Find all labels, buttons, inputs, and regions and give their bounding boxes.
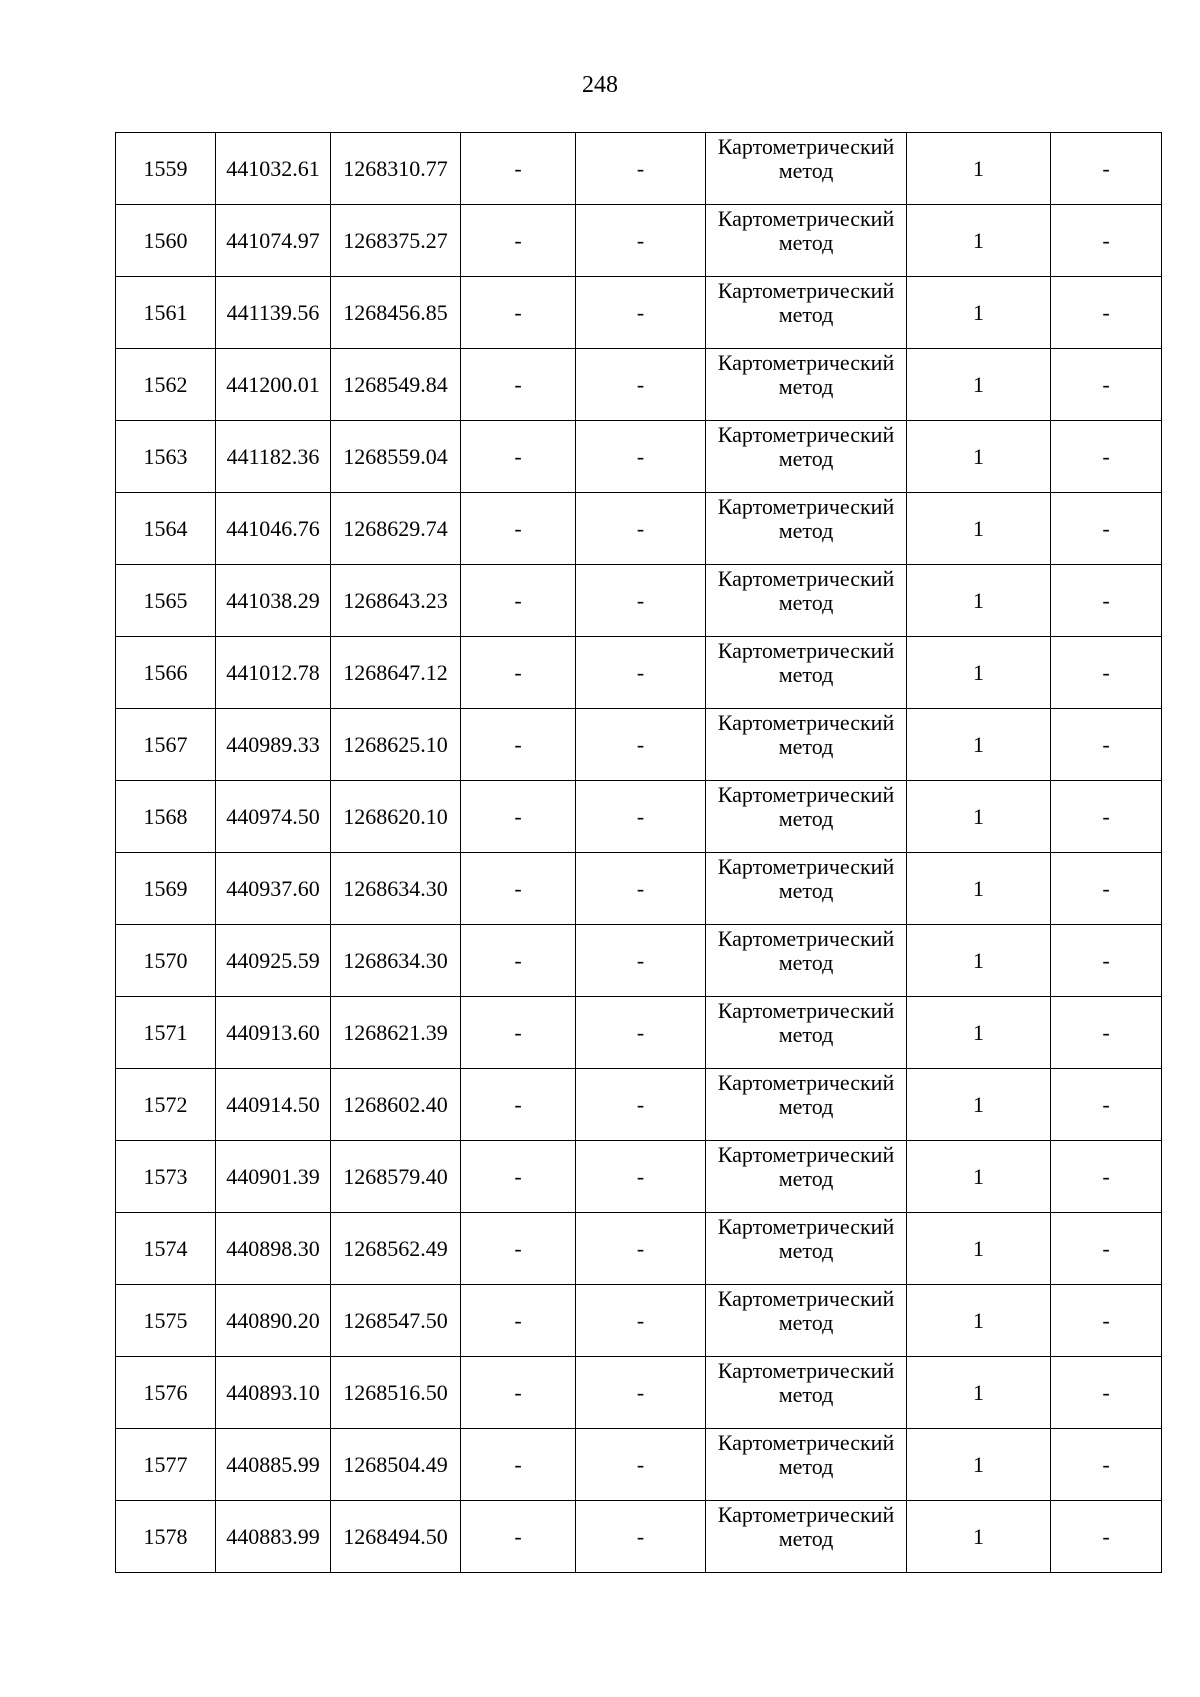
accuracy-cell: 1 <box>907 1213 1051 1285</box>
col4-cell: - <box>461 781 576 853</box>
x-coordinate-cell: 440898.30 <box>216 1213 331 1285</box>
table-row <box>116 637 1162 709</box>
col4-cell: - <box>461 493 576 565</box>
x-coordinate-cell: 441182.36 <box>216 421 331 493</box>
method-line-2: метод <box>778 1526 834 1551</box>
point-number-cell: 1563 <box>116 421 216 493</box>
col4-cell: - <box>461 925 576 997</box>
col9-cell: - <box>1051 493 1162 565</box>
method-cell <box>706 1285 907 1357</box>
col4-cell: - <box>461 1285 576 1357</box>
col4-cell: - <box>461 1069 576 1141</box>
x-coordinate-cell: 441139.56 <box>216 277 331 349</box>
method-line-1: Картометрический <box>717 350 895 375</box>
col4-cell: - <box>461 997 576 1069</box>
col5-cell: - <box>576 997 706 1069</box>
col9-cell: - <box>1051 997 1162 1069</box>
x-coordinate-cell: 441012.78 <box>216 637 331 709</box>
y-coordinate-cell: 1268375.27 <box>331 205 461 277</box>
col9-cell: - <box>1051 1501 1162 1573</box>
method-line-1: Картометрический <box>717 134 895 159</box>
method-cell <box>706 493 907 565</box>
col5-cell: - <box>576 565 706 637</box>
method-line-2: метод <box>778 1238 834 1263</box>
point-number-cell: 1570 <box>116 925 216 997</box>
accuracy-cell: 1 <box>907 1501 1051 1573</box>
method-line-1: Картометрический <box>717 494 895 519</box>
method-line-2: метод <box>778 518 834 543</box>
method-cell <box>706 853 907 925</box>
method-line-2: метод <box>778 1022 834 1047</box>
method-line-2: метод <box>778 1382 834 1407</box>
y-coordinate-cell: 1268634.30 <box>331 925 461 997</box>
accuracy-cell: 1 <box>907 997 1051 1069</box>
accuracy-cell: 1 <box>907 781 1051 853</box>
accuracy-cell: 1 <box>907 1429 1051 1501</box>
method-line-2: метод <box>778 302 834 327</box>
col9-cell: - <box>1051 1357 1162 1429</box>
col5-cell: - <box>576 133 706 205</box>
col4-cell: - <box>461 1213 576 1285</box>
method-line-2: метод <box>778 590 834 615</box>
method-line-2: метод <box>778 662 834 687</box>
point-number-cell: 1576 <box>116 1357 216 1429</box>
col9-cell: - <box>1051 133 1162 205</box>
col5-cell: - <box>576 1501 706 1573</box>
table-row <box>116 781 1162 853</box>
method-line-1: Картометрический <box>717 1358 895 1383</box>
table-row <box>116 925 1162 997</box>
col4-cell: - <box>461 205 576 277</box>
accuracy-cell: 1 <box>907 277 1051 349</box>
point-number-cell: 1561 <box>116 277 216 349</box>
col9-cell: - <box>1051 421 1162 493</box>
col9-cell: - <box>1051 205 1162 277</box>
col9-cell: - <box>1051 1285 1162 1357</box>
y-coordinate-cell: 1268647.12 <box>331 637 461 709</box>
method-line-2: метод <box>778 1310 834 1335</box>
x-coordinate-cell: 440989.33 <box>216 709 331 781</box>
accuracy-cell: 1 <box>907 1069 1051 1141</box>
method-line-1: Картометрический <box>717 1214 895 1239</box>
col5-cell: - <box>576 1141 706 1213</box>
y-coordinate-cell: 1268643.23 <box>331 565 461 637</box>
method-cell <box>706 565 907 637</box>
table-row <box>116 493 1162 565</box>
method-cell <box>706 1141 907 1213</box>
col4-cell: - <box>461 1429 576 1501</box>
point-number-cell: 1578 <box>116 1501 216 1573</box>
col9-cell: - <box>1051 853 1162 925</box>
point-number-cell: 1566 <box>116 637 216 709</box>
col4-cell: - <box>461 565 576 637</box>
accuracy-cell: 1 <box>907 1141 1051 1213</box>
col4-cell: - <box>461 1357 576 1429</box>
col5-cell: - <box>576 1429 706 1501</box>
col9-cell: - <box>1051 925 1162 997</box>
method-cell <box>706 1501 907 1573</box>
accuracy-cell: 1 <box>907 925 1051 997</box>
method-cell <box>706 781 907 853</box>
col9-cell: - <box>1051 349 1162 421</box>
accuracy-cell: 1 <box>907 493 1051 565</box>
method-line-2: метод <box>778 230 834 255</box>
col5-cell: - <box>576 205 706 277</box>
table-row <box>116 853 1162 925</box>
x-coordinate-cell: 440974.50 <box>216 781 331 853</box>
x-coordinate-cell: 441074.97 <box>216 205 331 277</box>
col5-cell: - <box>576 1069 706 1141</box>
point-number-cell: 1569 <box>116 853 216 925</box>
col4-cell: - <box>461 133 576 205</box>
accuracy-cell: 1 <box>907 1285 1051 1357</box>
col9-cell: - <box>1051 1429 1162 1501</box>
x-coordinate-cell: 440893.10 <box>216 1357 331 1429</box>
method-cell <box>706 1069 907 1141</box>
method-line-1: Картометрический <box>717 710 895 735</box>
col4-cell: - <box>461 853 576 925</box>
table-row <box>116 1285 1162 1357</box>
method-cell <box>706 925 907 997</box>
table-row <box>116 1357 1162 1429</box>
col4-cell: - <box>461 277 576 349</box>
table-row <box>116 1213 1162 1285</box>
point-number-cell: 1565 <box>116 565 216 637</box>
method-line-2: метод <box>778 950 834 975</box>
method-line-2: метод <box>778 374 834 399</box>
point-number-cell: 1560 <box>116 205 216 277</box>
y-coordinate-cell: 1268625.10 <box>331 709 461 781</box>
table-row <box>116 349 1162 421</box>
y-coordinate-cell: 1268634.30 <box>331 853 461 925</box>
table-row <box>116 1141 1162 1213</box>
method-line-2: метод <box>778 878 834 903</box>
col9-cell: - <box>1051 1069 1162 1141</box>
col5-cell: - <box>576 493 706 565</box>
accuracy-cell: 1 <box>907 709 1051 781</box>
page-number: 248 <box>582 72 618 98</box>
col4-cell: - <box>461 349 576 421</box>
coordinates-table <box>115 132 1162 1573</box>
x-coordinate-cell: 440937.60 <box>216 853 331 925</box>
col9-cell: - <box>1051 637 1162 709</box>
method-line-2: метод <box>778 1094 834 1119</box>
col5-cell: - <box>576 349 706 421</box>
method-line-2: метод <box>778 806 834 831</box>
y-coordinate-cell: 1268621.39 <box>331 997 461 1069</box>
method-line-1: Картометрический <box>717 1502 895 1527</box>
col5-cell: - <box>576 277 706 349</box>
y-coordinate-cell: 1268504.49 <box>331 1429 461 1501</box>
y-coordinate-cell: 1268494.50 <box>331 1501 461 1573</box>
col5-cell: - <box>576 853 706 925</box>
point-number-cell: 1568 <box>116 781 216 853</box>
table-row <box>116 565 1162 637</box>
method-line-1: Картометрический <box>717 278 895 303</box>
method-cell <box>706 997 907 1069</box>
method-line-2: метод <box>778 1166 834 1191</box>
col4-cell: - <box>461 421 576 493</box>
col5-cell: - <box>576 781 706 853</box>
point-number-cell: 1572 <box>116 1069 216 1141</box>
y-coordinate-cell: 1268310.77 <box>331 133 461 205</box>
method-cell <box>706 133 907 205</box>
method-line-1: Картометрический <box>717 206 895 231</box>
point-number-cell: 1573 <box>116 1141 216 1213</box>
x-coordinate-cell: 441032.61 <box>216 133 331 205</box>
col5-cell: - <box>576 421 706 493</box>
method-cell <box>706 205 907 277</box>
x-coordinate-cell: 441046.76 <box>216 493 331 565</box>
table-row <box>116 421 1162 493</box>
accuracy-cell: 1 <box>907 133 1051 205</box>
method-line-1: Картометрический <box>717 1070 895 1095</box>
method-line-1: Картометрический <box>717 638 895 663</box>
method-line-1: Картометрический <box>717 854 895 879</box>
method-line-1: Картометрический <box>717 926 895 951</box>
method-line-1: Картометрический <box>717 566 895 591</box>
method-line-1: Картометрический <box>717 998 895 1023</box>
method-line-2: метод <box>778 734 834 759</box>
col9-cell: - <box>1051 781 1162 853</box>
x-coordinate-cell: 441200.01 <box>216 349 331 421</box>
method-line-1: Картометрический <box>717 782 895 807</box>
accuracy-cell: 1 <box>907 349 1051 421</box>
col5-cell: - <box>576 637 706 709</box>
y-coordinate-cell: 1268559.04 <box>331 421 461 493</box>
x-coordinate-cell: 440914.50 <box>216 1069 331 1141</box>
col4-cell: - <box>461 709 576 781</box>
table-row <box>116 277 1162 349</box>
point-number-cell: 1559 <box>116 133 216 205</box>
method-line-1: Картометрический <box>717 1142 895 1167</box>
col9-cell: - <box>1051 565 1162 637</box>
point-number-cell: 1575 <box>116 1285 216 1357</box>
table-row <box>116 133 1162 205</box>
method-cell <box>706 637 907 709</box>
table-body <box>116 133 1162 1573</box>
y-coordinate-cell: 1268620.10 <box>331 781 461 853</box>
col9-cell: - <box>1051 709 1162 781</box>
table-row <box>116 1069 1162 1141</box>
method-cell <box>706 349 907 421</box>
method-cell <box>706 709 907 781</box>
col9-cell: - <box>1051 1141 1162 1213</box>
y-coordinate-cell: 1268629.74 <box>331 493 461 565</box>
accuracy-cell: 1 <box>907 565 1051 637</box>
col4-cell: - <box>461 1501 576 1573</box>
method-cell <box>706 1429 907 1501</box>
method-cell <box>706 277 907 349</box>
point-number-cell: 1562 <box>116 349 216 421</box>
method-line-1: Картометрический <box>717 422 895 447</box>
table-row <box>116 997 1162 1069</box>
col5-cell: - <box>576 925 706 997</box>
method-cell <box>706 421 907 493</box>
col5-cell: - <box>576 1213 706 1285</box>
y-coordinate-cell: 1268602.40 <box>331 1069 461 1141</box>
table-row <box>116 205 1162 277</box>
col5-cell: - <box>576 709 706 781</box>
x-coordinate-cell: 440925.59 <box>216 925 331 997</box>
point-number-cell: 1564 <box>116 493 216 565</box>
col9-cell: - <box>1051 277 1162 349</box>
method-line-1: Картометрический <box>717 1286 895 1311</box>
method-line-1: Картометрический <box>717 1430 895 1455</box>
accuracy-cell: 1 <box>907 205 1051 277</box>
accuracy-cell: 1 <box>907 853 1051 925</box>
x-coordinate-cell: 440913.60 <box>216 997 331 1069</box>
method-line-2: метод <box>778 1454 834 1479</box>
point-number-cell: 1567 <box>116 709 216 781</box>
method-cell <box>706 1213 907 1285</box>
method-cell <box>706 1357 907 1429</box>
y-coordinate-cell: 1268516.50 <box>331 1357 461 1429</box>
y-coordinate-cell: 1268547.50 <box>331 1285 461 1357</box>
y-coordinate-cell: 1268549.84 <box>331 349 461 421</box>
method-line-2: метод <box>778 446 834 471</box>
x-coordinate-cell: 440890.20 <box>216 1285 331 1357</box>
accuracy-cell: 1 <box>907 421 1051 493</box>
col4-cell: - <box>461 637 576 709</box>
table-row <box>116 1501 1162 1573</box>
y-coordinate-cell: 1268579.40 <box>331 1141 461 1213</box>
y-coordinate-cell: 1268456.85 <box>331 277 461 349</box>
method-line-2: метод <box>778 158 834 183</box>
accuracy-cell: 1 <box>907 637 1051 709</box>
col5-cell: - <box>576 1285 706 1357</box>
col5-cell: - <box>576 1357 706 1429</box>
x-coordinate-cell: 440885.99 <box>216 1429 331 1501</box>
table-row <box>116 1429 1162 1501</box>
point-number-cell: 1577 <box>116 1429 216 1501</box>
x-coordinate-cell: 440901.39 <box>216 1141 331 1213</box>
x-coordinate-cell: 441038.29 <box>216 565 331 637</box>
point-number-cell: 1571 <box>116 997 216 1069</box>
col9-cell: - <box>1051 1213 1162 1285</box>
x-coordinate-cell: 440883.99 <box>216 1501 331 1573</box>
y-coordinate-cell: 1268562.49 <box>331 1213 461 1285</box>
col4-cell: - <box>461 1141 576 1213</box>
accuracy-cell: 1 <box>907 1357 1051 1429</box>
table-row <box>116 709 1162 781</box>
point-number-cell: 1574 <box>116 1213 216 1285</box>
